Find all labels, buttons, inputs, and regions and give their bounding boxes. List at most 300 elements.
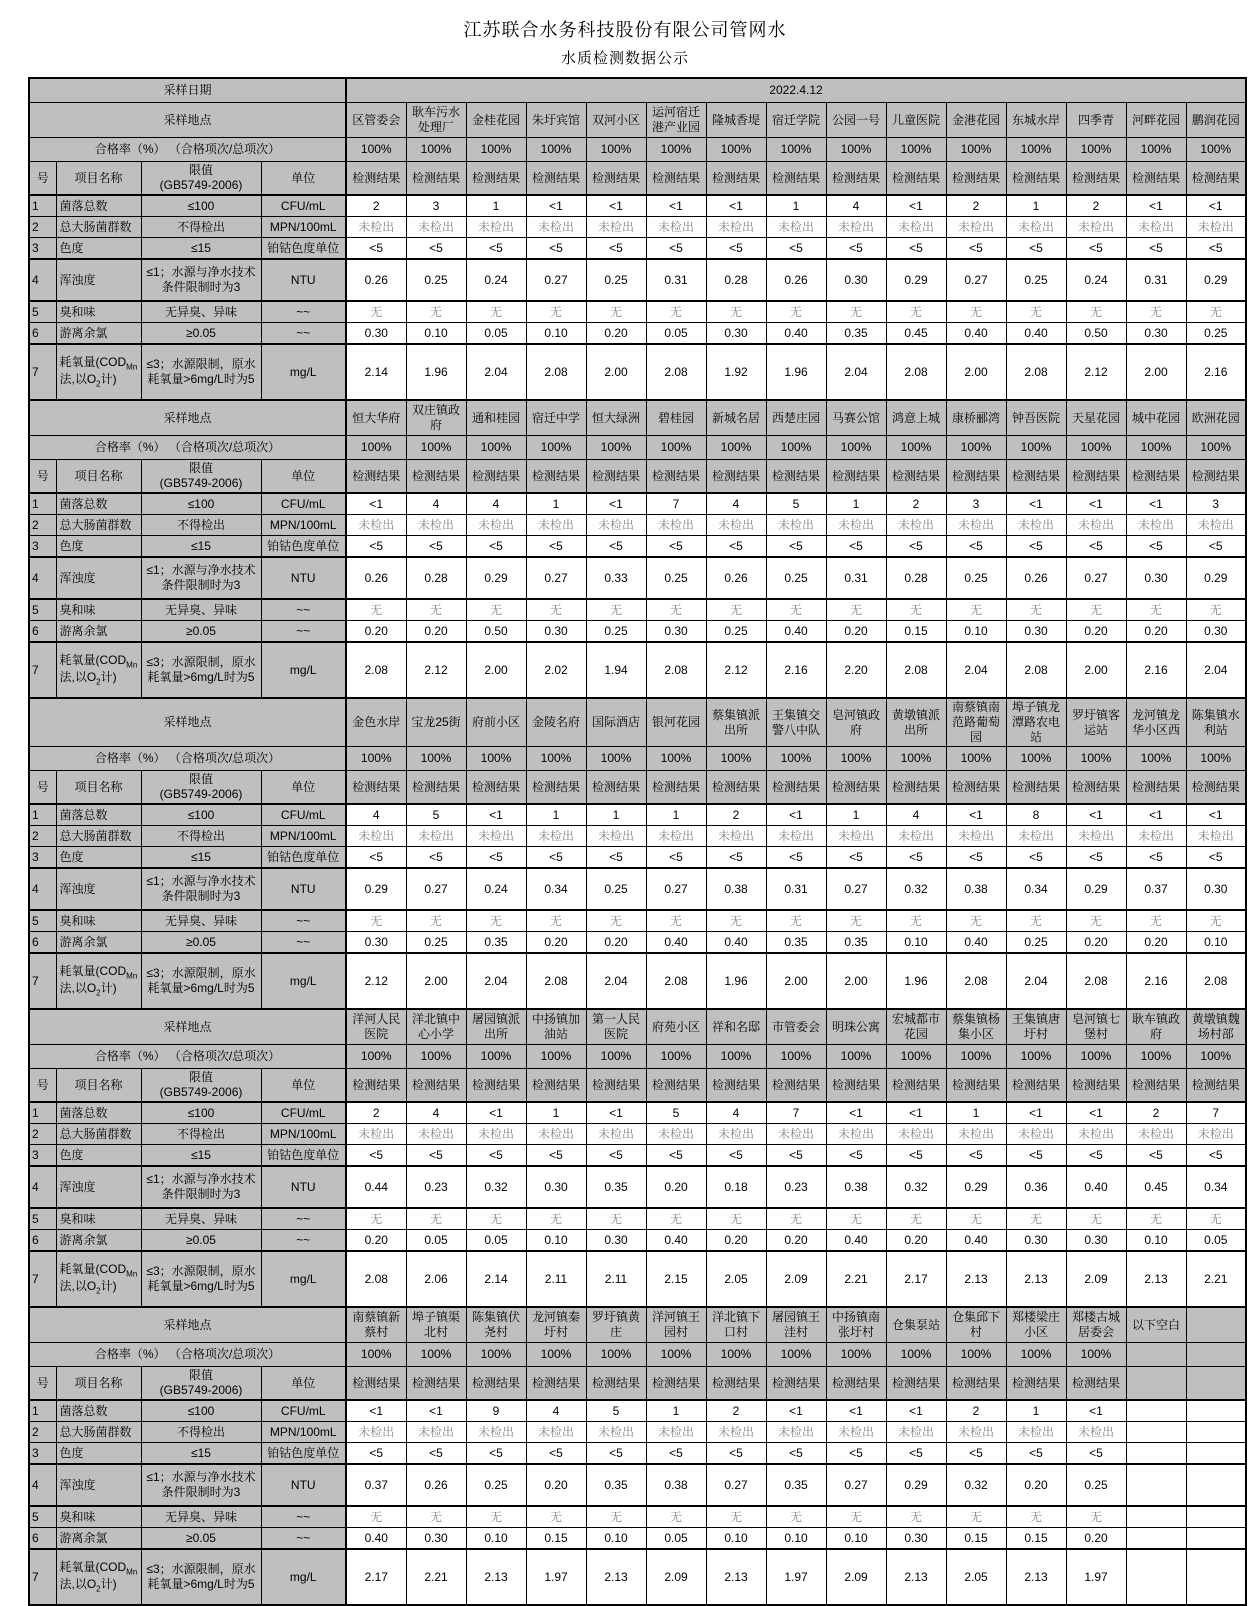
result-header-cell: 检测结果 <box>946 1069 1006 1103</box>
result-cell: 0.27 <box>946 259 1006 301</box>
result-cell: 未检出 <box>706 826 766 847</box>
result-cell: 0.28 <box>706 259 766 301</box>
result-cell: 2.09 <box>766 1251 826 1307</box>
result-cell: 2 <box>946 1400 1006 1422</box>
result-cell: <5 <box>1186 536 1246 558</box>
location-cell: 银河花园 <box>646 698 706 747</box>
result-cell: 未检出 <box>1186 515 1246 536</box>
result-cell: 2.13 <box>466 1549 526 1605</box>
result-cell: 2.20 <box>826 642 886 698</box>
result-cell: 未检出 <box>586 1124 646 1145</box>
location-cell: 以下空白 <box>1126 1307 1186 1343</box>
result-cell: 2.04 <box>1186 642 1246 698</box>
result-cell: 2.04 <box>826 344 886 400</box>
pass-rate-cell: 100% <box>466 1343 526 1367</box>
result-cell: 未检出 <box>1186 1124 1246 1145</box>
item-no-cell: 3 <box>29 536 56 558</box>
result-cell: 5 <box>646 1102 706 1124</box>
item-limit-cell: 不得检出 <box>141 826 261 847</box>
result-cell: 1 <box>826 804 886 826</box>
result-cell: 2.16 <box>1186 344 1246 400</box>
item-name-cell: 菌落总数 <box>56 1102 141 1124</box>
pass-rate-cell: 100% <box>466 1045 526 1069</box>
item-limit-cell: ≤15 <box>141 238 261 260</box>
item-limit-cell: ≤100 <box>141 1400 261 1422</box>
location-cell: 府前小区 <box>466 698 526 747</box>
item-unit-cell: CFU/mL <box>261 804 346 826</box>
result-cell: 2.16 <box>766 642 826 698</box>
result-cell: <5 <box>826 1443 886 1465</box>
item-limit-cell: 无异臭、异味 <box>141 1506 261 1528</box>
result-cell: 0.30 <box>1006 621 1066 643</box>
result-header-cell: 检测结果 <box>1006 771 1066 805</box>
result-cell: 未检出 <box>526 1124 586 1145</box>
col-item-header: 项目名称 <box>56 771 141 805</box>
result-cell: <1 <box>586 493 646 515</box>
location-cell: 恒大绿洲 <box>586 400 646 436</box>
item-name-cell: 总大肠菌群数 <box>56 1422 141 1443</box>
result-cell: 未检出 <box>766 217 826 238</box>
item-unit-cell: MPN/100mL <box>261 217 346 238</box>
result-cell: 未检出 <box>526 1422 586 1443</box>
result-header-cell: 检测结果 <box>406 1069 466 1103</box>
result-cell: 未检出 <box>346 826 406 847</box>
pass-rate-cell: 100% <box>1186 747 1246 771</box>
result-cell: 2 <box>346 195 406 217</box>
result-header-cell: 检测结果 <box>886 162 946 196</box>
result-cell: 2.08 <box>346 642 406 698</box>
result-cell: 无 <box>1006 1506 1066 1528</box>
pass-rate-cell: 100% <box>1126 747 1186 771</box>
result-header-cell: 检测结果 <box>826 1367 886 1401</box>
result-cell: 0.29 <box>466 557 526 599</box>
item-no-cell: 2 <box>29 515 56 536</box>
result-cell: 未检出 <box>1066 515 1126 536</box>
result-cell: 0.20 <box>1006 1464 1066 1506</box>
item-no-cell: 1 <box>29 804 56 826</box>
result-cell <box>1126 1422 1186 1443</box>
result-cell <box>1186 1528 1246 1550</box>
pass-rate-cell: 100% <box>766 1343 826 1367</box>
result-header-cell: 检测结果 <box>1066 460 1126 494</box>
result-cell: 无 <box>406 1506 466 1528</box>
result-cell: 2.21 <box>406 1549 466 1605</box>
pass-rate-cell: 100% <box>1066 1045 1126 1069</box>
result-cell: 0.20 <box>526 1464 586 1506</box>
pass-rate-cell: 100% <box>706 436 766 460</box>
result-cell: <5 <box>886 847 946 869</box>
result-cell: 未检出 <box>586 515 646 536</box>
result-cell: 无 <box>1006 910 1066 932</box>
result-cell: 0.26 <box>346 557 406 599</box>
location-cell: 通和桂园 <box>466 400 526 436</box>
location-cell: 宿迁学院 <box>766 103 826 138</box>
result-cell: 2.13 <box>706 1549 766 1605</box>
result-header-cell: 检测结果 <box>706 1367 766 1401</box>
item-unit-cell: 铂钴色度单位 <box>261 847 346 869</box>
result-cell: 0.30 <box>1126 323 1186 345</box>
result-cell: 无 <box>706 1506 766 1528</box>
location-label-cell: 采样地点 <box>29 400 346 436</box>
item-unit-cell: ~~ <box>261 1528 346 1550</box>
item-unit-cell: MPN/100mL <box>261 826 346 847</box>
item-unit-cell: mg/L <box>261 344 346 400</box>
result-cell: <1 <box>406 1400 466 1422</box>
result-cell: 8 <box>1006 804 1066 826</box>
result-cell: 无 <box>346 910 406 932</box>
result-header-cell: 检测结果 <box>1126 771 1186 805</box>
result-cell: 2.14 <box>466 1251 526 1307</box>
result-cell: 0.20 <box>706 1230 766 1252</box>
result-cell: <5 <box>706 1145 766 1167</box>
pass-rate-cell: 100% <box>1186 138 1246 162</box>
item-no-cell: 5 <box>29 1506 56 1528</box>
item-limit-cell: 不得检出 <box>141 1124 261 1145</box>
location-cell: 龙河镇秦圩村 <box>526 1307 586 1343</box>
item-name-cell: 臭和味 <box>56 301 141 323</box>
result-cell: <1 <box>766 1400 826 1422</box>
location-cell: 王集镇交警八中队 <box>766 698 826 747</box>
item-limit-cell: ≤100 <box>141 804 261 826</box>
location-cell: 黄墩镇派出所 <box>886 698 946 747</box>
result-header-cell: 检测结果 <box>886 1367 946 1401</box>
result-header-cell: 检测结果 <box>346 1069 406 1103</box>
result-cell: 0.25 <box>586 259 646 301</box>
pass-rate-label-cell: 合格率（%） （合格项次/总项次） <box>29 747 346 771</box>
result-header-cell: 检测结果 <box>826 460 886 494</box>
item-name-cell: 游离余氯 <box>56 932 141 954</box>
item-name-cell: 耗氧量($COD_{Mn}$法,以$O_2$计) <box>56 642 141 698</box>
result-cell: <1 <box>886 195 946 217</box>
result-cell: 2.08 <box>886 344 946 400</box>
location-cell: 康桥郦湾 <box>946 400 1006 436</box>
result-cell: 无 <box>766 1506 826 1528</box>
pass-rate-label-cell: 合格率（%） （合格项次/总项次） <box>29 138 346 162</box>
result-cell: 2.02 <box>526 642 586 698</box>
result-cell: 未检出 <box>826 826 886 847</box>
result-header-cell: 检测结果 <box>706 771 766 805</box>
location-cell: 金色水岸 <box>346 698 406 747</box>
result-cell: <5 <box>826 1145 886 1167</box>
result-cell: 无 <box>1066 1208 1126 1230</box>
result-cell: 0.35 <box>586 1464 646 1506</box>
result-cell: 未检出 <box>346 1422 406 1443</box>
result-cell: 0.27 <box>826 868 886 910</box>
result-cell: 0.25 <box>646 557 706 599</box>
result-cell: 0.32 <box>466 1166 526 1208</box>
result-cell: 0.30 <box>1006 1230 1066 1252</box>
pass-rate-cell: 100% <box>1126 436 1186 460</box>
result-cell: 未检出 <box>886 217 946 238</box>
pass-rate-cell: 100% <box>586 138 646 162</box>
result-cell: <5 <box>766 1145 826 1167</box>
pass-rate-cell: 100% <box>526 747 586 771</box>
result-cell: <1 <box>886 1400 946 1422</box>
result-cell: 无 <box>586 301 646 323</box>
result-cell: <1 <box>1006 493 1066 515</box>
result-cell: 0.38 <box>946 868 1006 910</box>
result-cell: 2.09 <box>826 1549 886 1605</box>
item-limit-cell: 无异臭、异味 <box>141 1208 261 1230</box>
result-cell: 无 <box>406 301 466 323</box>
result-cell: <5 <box>946 1145 1006 1167</box>
result-cell: 未检出 <box>1066 1124 1126 1145</box>
result-cell: 无 <box>766 1208 826 1230</box>
result-cell: 0.30 <box>346 323 406 345</box>
result-cell: 0.37 <box>346 1464 406 1506</box>
result-cell: 无 <box>1126 910 1186 932</box>
result-header-cell: 检测结果 <box>346 771 406 805</box>
result-cell: 未检出 <box>1186 826 1246 847</box>
result-cell: 2.08 <box>526 953 586 1009</box>
result-cell: <5 <box>586 238 646 260</box>
location-cell: 祥和名邸 <box>706 1009 766 1045</box>
result-header-cell: 检测结果 <box>406 460 466 494</box>
result-cell: 未检出 <box>1066 1422 1126 1443</box>
result-header-cell: 检测结果 <box>586 1367 646 1401</box>
item-limit-cell: ≤3；水源限制，原水耗氧量>6mg/L时为5 <box>141 1251 261 1307</box>
location-cell: 欧洲花园 <box>1186 400 1246 436</box>
result-cell: <5 <box>646 1443 706 1465</box>
result-cell: <5 <box>706 1443 766 1465</box>
result-cell: 2.08 <box>1186 953 1246 1009</box>
item-unit-cell: NTU <box>261 557 346 599</box>
result-cell: 无 <box>466 1506 526 1528</box>
result-cell: 无 <box>586 910 646 932</box>
result-cell: 7 <box>1186 1102 1246 1124</box>
result-cell: <1 <box>706 195 766 217</box>
result-cell: 2.04 <box>1006 953 1066 1009</box>
result-cell: 2.05 <box>706 1251 766 1307</box>
location-cell: 蔡集镇派出所 <box>706 698 766 747</box>
location-cell: 天星花园 <box>1066 400 1126 436</box>
result-header-cell: 检测结果 <box>466 162 526 196</box>
result-cell: 无 <box>1006 599 1066 621</box>
item-name-cell: 臭和味 <box>56 910 141 932</box>
result-cell: 0.27 <box>646 868 706 910</box>
result-cell: <5 <box>706 238 766 260</box>
result-cell: 无 <box>1126 301 1186 323</box>
result-cell <box>1186 1400 1246 1422</box>
location-cell: 国际酒店 <box>586 698 646 747</box>
result-cell: 无 <box>706 301 766 323</box>
item-no-cell: 4 <box>29 259 56 301</box>
result-cell: 2 <box>1126 1102 1186 1124</box>
location-cell: 马赛公馆 <box>826 400 886 436</box>
location-cell: 河畔花园 <box>1126 103 1186 138</box>
result-cell: 1 <box>766 195 826 217</box>
pass-rate-cell: 100% <box>1186 1045 1246 1069</box>
result-cell: 无 <box>646 910 706 932</box>
result-cell: 0.20 <box>586 323 646 345</box>
pass-rate-cell: 100% <box>826 138 886 162</box>
result-cell: 无 <box>346 599 406 621</box>
location-cell: 屠园镇派出所 <box>466 1009 526 1045</box>
result-cell: 0.30 <box>1186 621 1246 643</box>
result-cell: <1 <box>466 804 526 826</box>
item-unit-cell: 铂钴色度单位 <box>261 536 346 558</box>
result-cell: 0.40 <box>826 1230 886 1252</box>
result-cell: 未检出 <box>706 217 766 238</box>
result-cell: 无 <box>886 1506 946 1528</box>
result-cell: 1.96 <box>406 344 466 400</box>
pass-rate-cell: 100% <box>766 436 826 460</box>
result-cell: <5 <box>1006 1145 1066 1167</box>
result-cell: 4 <box>706 1102 766 1124</box>
location-cell: 洋北镇中心小学 <box>406 1009 466 1045</box>
result-cell: <5 <box>646 847 706 869</box>
result-cell: 0.30 <box>1186 868 1246 910</box>
pass-rate-cell: 100% <box>406 747 466 771</box>
result-cell: <1 <box>1186 804 1246 826</box>
pass-rate-cell: 100% <box>886 138 946 162</box>
result-cell: 未检出 <box>1126 1124 1186 1145</box>
result-cell: 无 <box>1186 599 1246 621</box>
location-cell: 隆城香堤 <box>706 103 766 138</box>
result-cell: 未检出 <box>1066 217 1126 238</box>
item-unit-cell: ~~ <box>261 599 346 621</box>
result-cell: 无 <box>946 599 1006 621</box>
result-cell: 0.26 <box>406 1464 466 1506</box>
result-cell: <5 <box>766 1443 826 1465</box>
pass-rate-cell: 100% <box>1006 1343 1066 1367</box>
result-cell: 0.20 <box>526 932 586 954</box>
item-unit-cell: 铂钴色度单位 <box>261 1145 346 1167</box>
result-header-cell: 检测结果 <box>526 162 586 196</box>
pass-rate-cell <box>1126 1343 1186 1367</box>
item-unit-cell: ~~ <box>261 1208 346 1230</box>
result-cell: <1 <box>646 195 706 217</box>
result-cell: 0.20 <box>1066 1528 1126 1550</box>
result-cell: 无 <box>826 1506 886 1528</box>
result-cell: 无 <box>466 910 526 932</box>
result-header-cell: 检测结果 <box>826 771 886 805</box>
item-no-cell: 3 <box>29 847 56 869</box>
item-no-cell: 7 <box>29 953 56 1009</box>
item-unit-cell: ~~ <box>261 301 346 323</box>
result-cell: 无 <box>526 1208 586 1230</box>
result-cell: <1 <box>1066 493 1126 515</box>
result-cell: 0.40 <box>946 932 1006 954</box>
item-name-cell: 色度 <box>56 536 141 558</box>
result-cell: 2.08 <box>1066 953 1126 1009</box>
result-cell: 0.40 <box>346 1528 406 1550</box>
result-cell: <1 <box>886 1102 946 1124</box>
result-cell: <1 <box>346 1400 406 1422</box>
result-header-cell: 检测结果 <box>586 771 646 805</box>
result-cell: 无 <box>706 1208 766 1230</box>
result-cell: 0.36 <box>1006 1166 1066 1208</box>
result-cell: 未检出 <box>946 1124 1006 1145</box>
result-cell: 0.26 <box>766 259 826 301</box>
location-cell: 西楚庄园 <box>766 400 826 436</box>
item-no-cell: 7 <box>29 642 56 698</box>
result-cell: 未检出 <box>586 1422 646 1443</box>
item-limit-cell: ≥0.05 <box>141 932 261 954</box>
result-cell: 未检出 <box>706 515 766 536</box>
result-cell: 0.40 <box>1066 1166 1126 1208</box>
location-cell: 中扬镇加油站 <box>526 1009 586 1045</box>
result-header-cell: 检测结果 <box>1186 771 1246 805</box>
location-cell: 埠子镇龙潭路农电站 <box>1006 698 1066 747</box>
result-header-cell: 检测结果 <box>526 1069 586 1103</box>
result-cell: <1 <box>526 195 586 217</box>
location-cell: 第一人民医院 <box>586 1009 646 1045</box>
pass-rate-cell: 100% <box>466 138 526 162</box>
item-no-cell: 5 <box>29 910 56 932</box>
pass-rate-cell: 100% <box>766 747 826 771</box>
result-cell: 0.20 <box>406 621 466 643</box>
location-cell: 东城水岸 <box>1006 103 1066 138</box>
pass-rate-cell: 100% <box>346 747 406 771</box>
result-cell: 0.34 <box>1186 1166 1246 1208</box>
item-name-cell: 浑浊度 <box>56 557 141 599</box>
item-name-cell: 菌落总数 <box>56 804 141 826</box>
result-cell: 4 <box>406 1102 466 1124</box>
item-no-cell: 6 <box>29 621 56 643</box>
result-cell: 2 <box>1066 195 1126 217</box>
result-cell: <5 <box>466 238 526 260</box>
result-cell: 5 <box>766 493 826 515</box>
result-cell: 无 <box>466 1208 526 1230</box>
result-cell: <1 <box>346 493 406 515</box>
result-header-cell: 检测结果 <box>586 162 646 196</box>
result-cell: 0.25 <box>466 1464 526 1506</box>
result-cell: <5 <box>406 1443 466 1465</box>
pass-rate-cell: 100% <box>646 747 706 771</box>
result-cell: 未检出 <box>946 217 1006 238</box>
result-cell: 0.10 <box>406 323 466 345</box>
pass-rate-cell: 100% <box>346 1343 406 1367</box>
result-cell: 未检出 <box>706 1124 766 1145</box>
result-cell: 0.40 <box>766 323 826 345</box>
result-cell: 0.29 <box>886 1464 946 1506</box>
item-no-cell: 1 <box>29 195 56 217</box>
item-unit-cell: mg/L <box>261 1549 346 1605</box>
result-header-cell: 检测结果 <box>526 771 586 805</box>
result-cell: 2.17 <box>346 1549 406 1605</box>
result-cell: 2.04 <box>586 953 646 1009</box>
location-cell: 钟吾医院 <box>1006 400 1066 436</box>
location-cell: 府苑小区 <box>646 1009 706 1045</box>
result-cell: <1 <box>946 804 1006 826</box>
result-cell: 未检出 <box>886 515 946 536</box>
location-cell: 陈集镇水利站 <box>1186 698 1246 747</box>
item-no-cell: 7 <box>29 344 56 400</box>
result-cell: 未检出 <box>886 1422 946 1443</box>
item-name-cell: 菌落总数 <box>56 1400 141 1422</box>
result-cell: 0.10 <box>826 1528 886 1550</box>
result-cell: 2.12 <box>406 642 466 698</box>
pass-rate-cell: 100% <box>586 1045 646 1069</box>
result-cell: 0.50 <box>466 621 526 643</box>
result-header-cell: 检测结果 <box>1186 162 1246 196</box>
item-no-cell: 4 <box>29 1166 56 1208</box>
result-cell: <5 <box>766 536 826 558</box>
item-limit-cell: ≤3；水源限制，原水耗氧量>6mg/L时为5 <box>141 642 261 698</box>
location-cell: 宝龙25街 <box>406 698 466 747</box>
result-cell: 未检出 <box>346 515 406 536</box>
result-header-cell: 检测结果 <box>826 1069 886 1103</box>
result-cell: 0.30 <box>346 932 406 954</box>
result-cell: 无 <box>1186 1208 1246 1230</box>
result-header-cell: 检测结果 <box>1066 1069 1126 1103</box>
result-cell: 无 <box>586 1506 646 1528</box>
item-unit-cell: mg/L <box>261 953 346 1009</box>
result-cell: 4 <box>406 493 466 515</box>
result-cell: 4 <box>526 1400 586 1422</box>
result-header-cell: 检测结果 <box>1126 1069 1186 1103</box>
